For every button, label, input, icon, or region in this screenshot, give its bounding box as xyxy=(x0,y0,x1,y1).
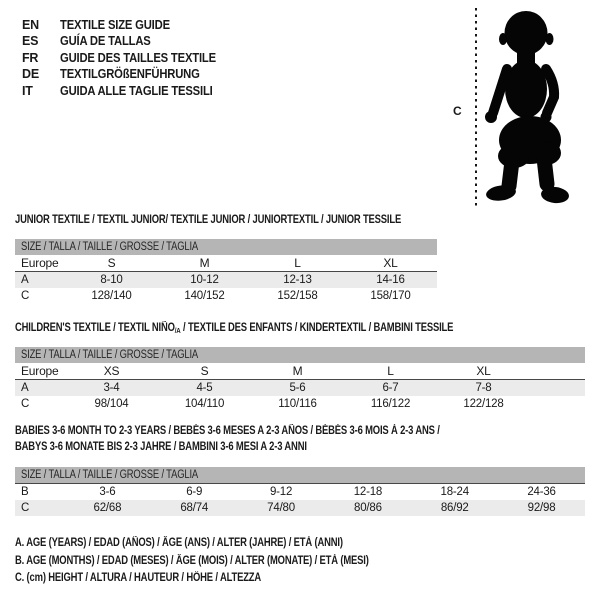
height-measure-label: C xyxy=(453,104,462,118)
children-title-post: / TEXTILE DES ENFANTS / KINDERTEXTIL / BAMBINI TESSILE xyxy=(180,322,454,334)
size-column: M xyxy=(199,256,210,270)
row-label: A xyxy=(21,382,29,394)
row-label: C xyxy=(21,398,30,410)
region-label: Europe xyxy=(21,256,59,270)
table-cell: 62/68 xyxy=(93,502,122,514)
table-cell: 3-6 xyxy=(99,486,116,498)
table-cell: 4-5 xyxy=(196,382,213,394)
table-cell: 74/80 xyxy=(267,502,295,514)
table-cell: 18-24 xyxy=(440,486,469,498)
size-header-bar: SIZE / TALLA / TAILLE / GRÖSSE / TAGLIA xyxy=(15,347,585,363)
table-cell: 80/86 xyxy=(354,502,382,514)
babies-title-line1: BABIES 3-6 MONTH TO 2-3 YEARS / BEBÉS 3-6 MESES A 2-3 AÑOS / BÉBÉS 3-6 MOIS À 2-3 ANS / xyxy=(15,425,440,437)
table-cell: 140/152 xyxy=(184,290,225,302)
language-code: IT xyxy=(22,83,33,98)
table-cell: 98/104 xyxy=(94,398,129,410)
language-row-it xyxy=(22,83,233,99)
language-label: TEXTILE SIZE GUIDE xyxy=(60,18,170,32)
table-cell: 8-10 xyxy=(100,274,123,286)
language-code: ES xyxy=(22,34,39,49)
children-height-row xyxy=(15,396,585,412)
language-row-es xyxy=(22,33,233,49)
region-label: Europe xyxy=(21,364,59,378)
table-cell: 68/74 xyxy=(180,502,209,514)
babies-section-title xyxy=(15,423,533,455)
language-row-fr xyxy=(22,50,233,66)
table-cell: 158/170 xyxy=(370,290,411,302)
children-title-pre: CHILDREN'S TEXTILE / TEXTIL NIÑO xyxy=(15,322,175,334)
table-cell: 9-12 xyxy=(269,486,293,498)
children-title-subscript: /A xyxy=(174,326,181,335)
children-size-table xyxy=(15,347,585,412)
footnote-a: A. AGE (YEARS) / EDAD (AÑOS) / ÂGE (ANS) / ALTER (JAHRE) / ETÀ (ANNI) xyxy=(15,537,343,549)
children-columns-row xyxy=(15,363,585,380)
table-cell: 128/140 xyxy=(91,290,132,302)
table-cell: 116/122 xyxy=(370,398,411,410)
babies-age-row xyxy=(15,484,585,500)
table-cell: 152/158 xyxy=(277,290,318,302)
table-cell: 12-13 xyxy=(283,274,312,286)
footnotes xyxy=(15,535,446,588)
table-cell: 10-12 xyxy=(190,274,219,286)
row-label: A xyxy=(21,274,29,286)
row-label: C xyxy=(21,290,30,302)
table-cell: 7-8 xyxy=(475,382,492,394)
size-header-bar: SIZE / TALLA / TAILLE / GRÖSSE / TAGLIA xyxy=(15,467,585,484)
junior-size-table xyxy=(15,239,437,304)
language-row-de xyxy=(22,66,233,82)
size-column: S xyxy=(107,256,116,270)
language-label: TEXTILGRÖßENFÜHRUNG xyxy=(60,67,200,82)
table-cell: 86/92 xyxy=(440,502,469,514)
language-label: GUIDA ALLE TAGLIE TESSILI xyxy=(60,83,213,98)
language-code: DE xyxy=(22,67,39,82)
row-label: C xyxy=(21,502,30,514)
language-row-en xyxy=(22,17,233,33)
junior-columns-row xyxy=(15,255,437,272)
size-header-bar: SIZE / TALLA / TAILLE / GRÖSSE / TAGLIA xyxy=(15,239,437,255)
babies-size-table xyxy=(15,467,585,516)
size-column: L xyxy=(294,256,301,270)
children-age-row xyxy=(15,380,585,396)
table-cell: 122/128 xyxy=(463,398,504,410)
junior-height-row xyxy=(15,288,437,304)
table-cell: 104/110 xyxy=(184,398,225,410)
babies-title-line2: BABYS 3-6 MONATE BIS 2-3 JAHRE / BAMBINI 3-6 MESI A 2-3 ANNI xyxy=(15,441,307,453)
language-list xyxy=(22,17,233,99)
language-label: GUÍA DE TALLAS xyxy=(60,34,151,49)
language-code: EN xyxy=(22,18,39,32)
table-cell: 5-6 xyxy=(289,382,306,394)
table-cell: 3-4 xyxy=(103,382,120,394)
baby-silhouette-icon xyxy=(480,5,575,210)
language-code: FR xyxy=(22,50,39,65)
size-column: XS xyxy=(103,364,120,378)
footnote-b: B. AGE (MONTHS) / EDAD (MESES) / ÂGE (MOIS) / ALTER (MONATE) / ETÀ (MESI) xyxy=(15,554,369,567)
size-column: S xyxy=(200,364,209,378)
row-label: B xyxy=(21,486,29,498)
table-cell: 14-16 xyxy=(376,274,405,286)
table-cell: 12-18 xyxy=(353,486,383,498)
size-column: XL xyxy=(383,256,398,270)
table-cell: 92/98 xyxy=(527,502,556,514)
children-section-title xyxy=(15,320,549,339)
babies-height-row xyxy=(15,500,585,516)
table-cell: 110/116 xyxy=(278,398,317,410)
junior-age-row xyxy=(15,272,437,288)
junior-section-title: JUNIOR TEXTILE / TEXTIL JUNIOR/ TEXTILE JUNIOR / JUNIORTEXTIL / JUNIOR TESSILE xyxy=(15,214,402,226)
table-cell: 6-7 xyxy=(382,382,399,394)
table-cell: 24-36 xyxy=(527,486,556,498)
size-column: M xyxy=(292,364,303,378)
size-column: L xyxy=(387,364,394,378)
language-label: GUIDE DES TAILLES TEXTILE xyxy=(60,50,216,65)
height-measure-line xyxy=(475,8,477,206)
footnote-c: C. (cm) HEIGHT / ALTURA / HAUTEUR / HÖHE / ALTEZZA xyxy=(15,572,262,584)
table-cell: 6-9 xyxy=(186,486,203,498)
size-column: XL xyxy=(476,364,491,378)
